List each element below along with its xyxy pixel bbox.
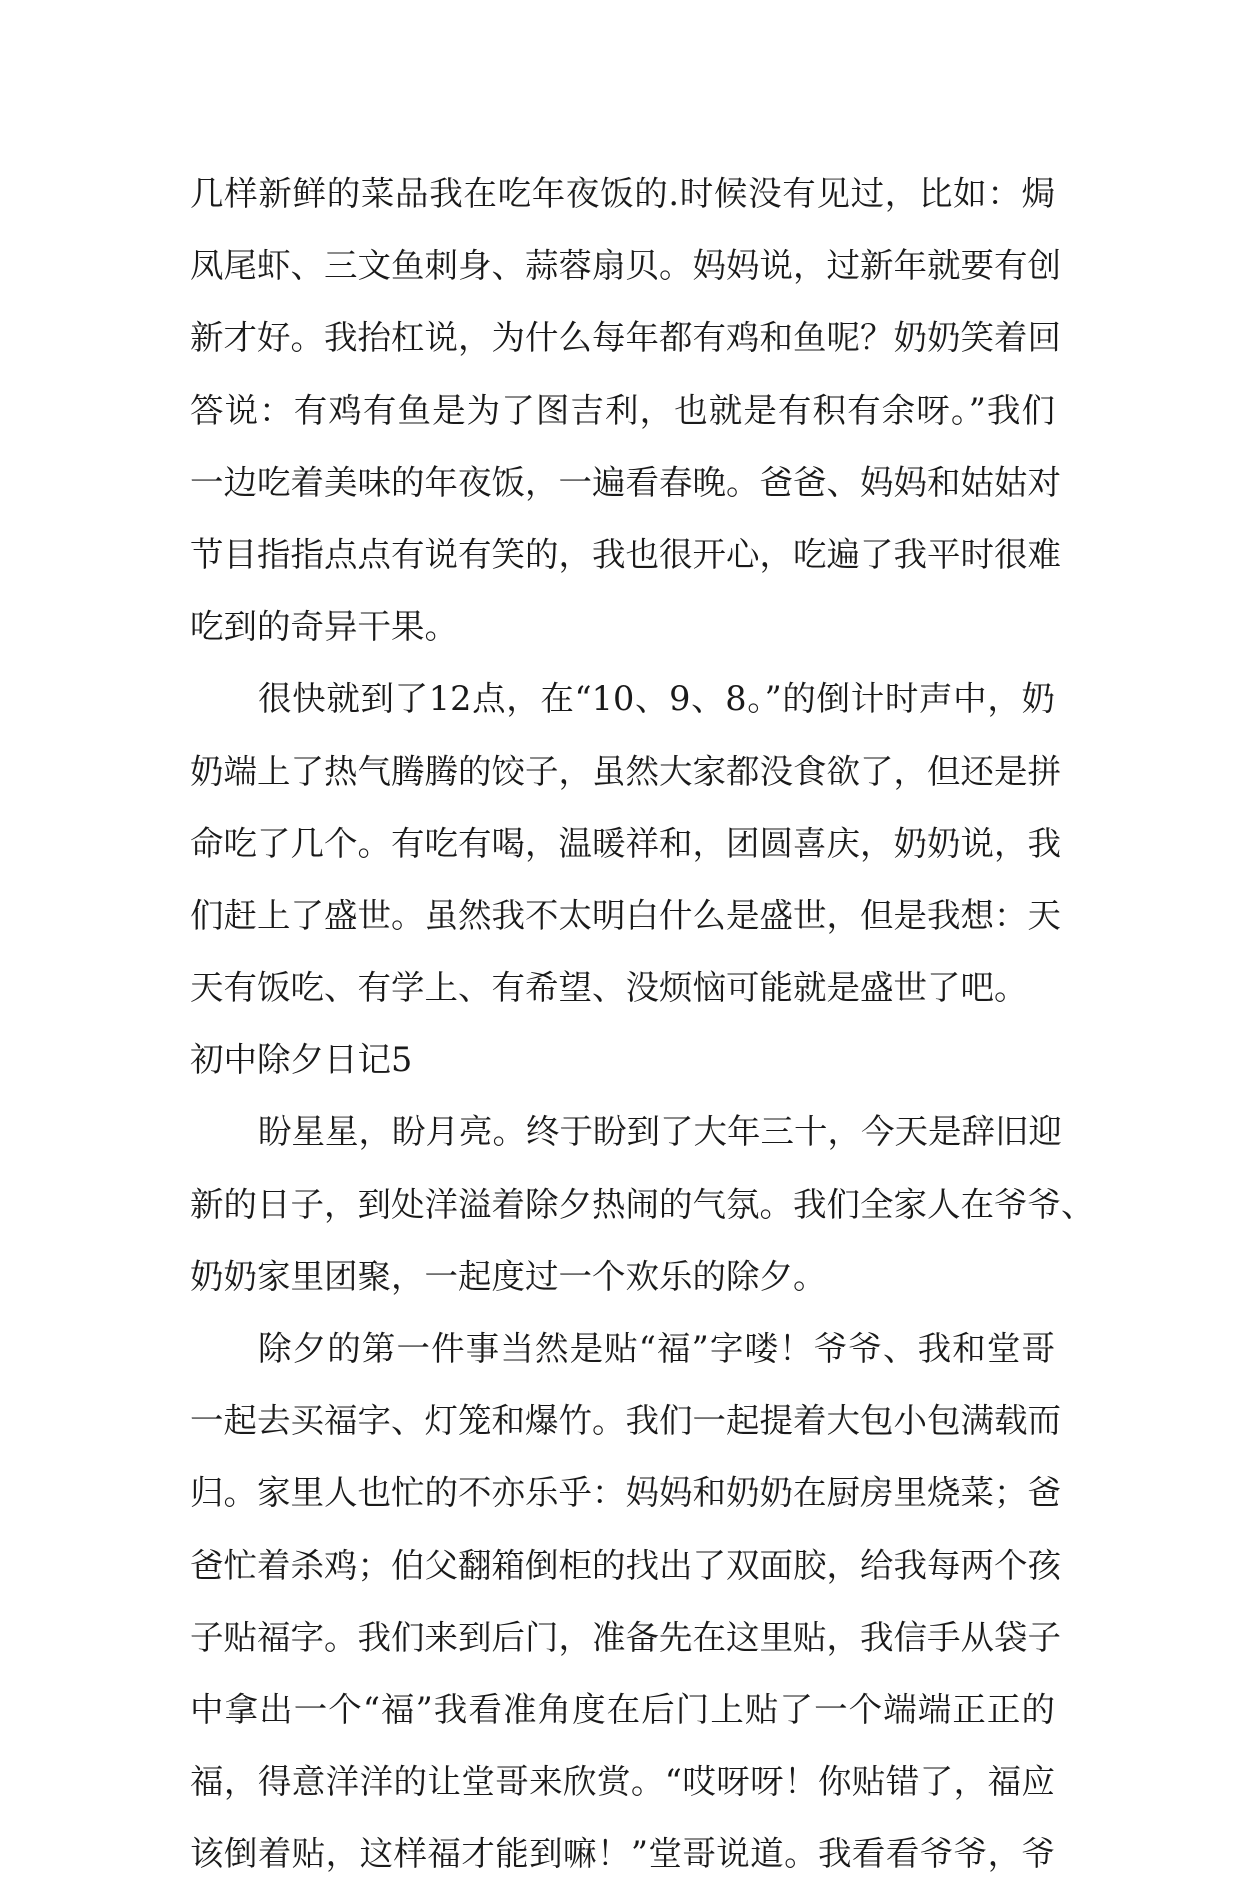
text-line: 归。家里人也忙的不亦乐乎：妈妈和奶奶在厨房里烧菜；爸 bbox=[190, 1473, 1061, 1513]
text-line: 节目指指点点有说有笑的，我也很开心，吃遍了我平时很难 bbox=[190, 534, 1061, 574]
text-line: 命吃了几个。有吃有喝，温暖祥和，团圆喜庆，奶奶说，我 bbox=[190, 823, 1061, 863]
section-heading: 初中除夕日记5 bbox=[190, 1040, 413, 1080]
text-line: 除夕的第一件事当然是贴“福”字喽！爷爷、我和堂哥 bbox=[258, 1329, 1055, 1368]
text-line: 答说：有鸡有鱼是为了图吉利，也就是有积有余呀。”我们 bbox=[190, 390, 1055, 430]
text-line: 几样新鲜的菜品我在吃年夜饭的.时候没有见过，比如：焗 bbox=[190, 174, 1055, 213]
text-line: 福，得意洋洋的让堂哥来欣赏。“哎呀呀！你贴错了，福应 bbox=[190, 1762, 1055, 1802]
text-line: 一起去买福字、灯笼和爆竹。我们一起提着大包小包满载而 bbox=[190, 1401, 1061, 1441]
text-line: 奶奶家里团聚，一起度过一个欢乐的除夕。 bbox=[190, 1256, 827, 1296]
text-line: 很快就到了12点，在“10、9、8。”的倒计时声中，奶 bbox=[258, 679, 1055, 719]
text-line: 吃到的奇异干果。 bbox=[190, 607, 458, 647]
text-line: 该倒着贴，这样福才能到嘛！”堂哥说道。我看看爷爷，爷 bbox=[190, 1834, 1055, 1874]
text-line: 中拿出一个“福”我看准角度在后门上贴了一个端端正正的 bbox=[190, 1689, 1055, 1729]
text-line: 奶端上了热气腾腾的饺子，虽然大家都没食欲了，但还是拼 bbox=[190, 751, 1061, 791]
text-line: 爸忙着杀鸡；伯父翻箱倒柜的找出了双面胶，给我每两个孩 bbox=[190, 1545, 1061, 1585]
text-line: 子贴福字。我们来到后门，准备先在这里贴，我信手从袋子 bbox=[190, 1617, 1061, 1657]
document-body bbox=[190, 166, 1095, 1899]
text-line: 们赶上了盛世。虽然我不太明白什么是盛世，但是我想：天 bbox=[190, 895, 1061, 935]
text-line: 新才好。我抬杠说，为什么每年都有鸡和鱼呢？奶奶笑着回 bbox=[190, 318, 1061, 358]
text-line: 天有饭吃、有学上、有希望、没烦恼可能就是盛世了吧。 bbox=[190, 968, 1028, 1008]
text-line: 凤尾虾、三文鱼刺身、蒜蓉扇贝。妈妈说，过新年就要有创 bbox=[190, 246, 1061, 286]
text-line: 新的日子，到处洋溢着除夕热闹的气氛。我们全家人在爷爷、 bbox=[190, 1184, 1095, 1224]
text-line: 一边吃着美味的年夜饭，一遍看春晚。爸爸、妈妈和姑姑对 bbox=[190, 462, 1061, 502]
text-line: 盼星星，盼月亮。终于盼到了大年三十，今天是辞旧迎 bbox=[258, 1112, 1062, 1152]
